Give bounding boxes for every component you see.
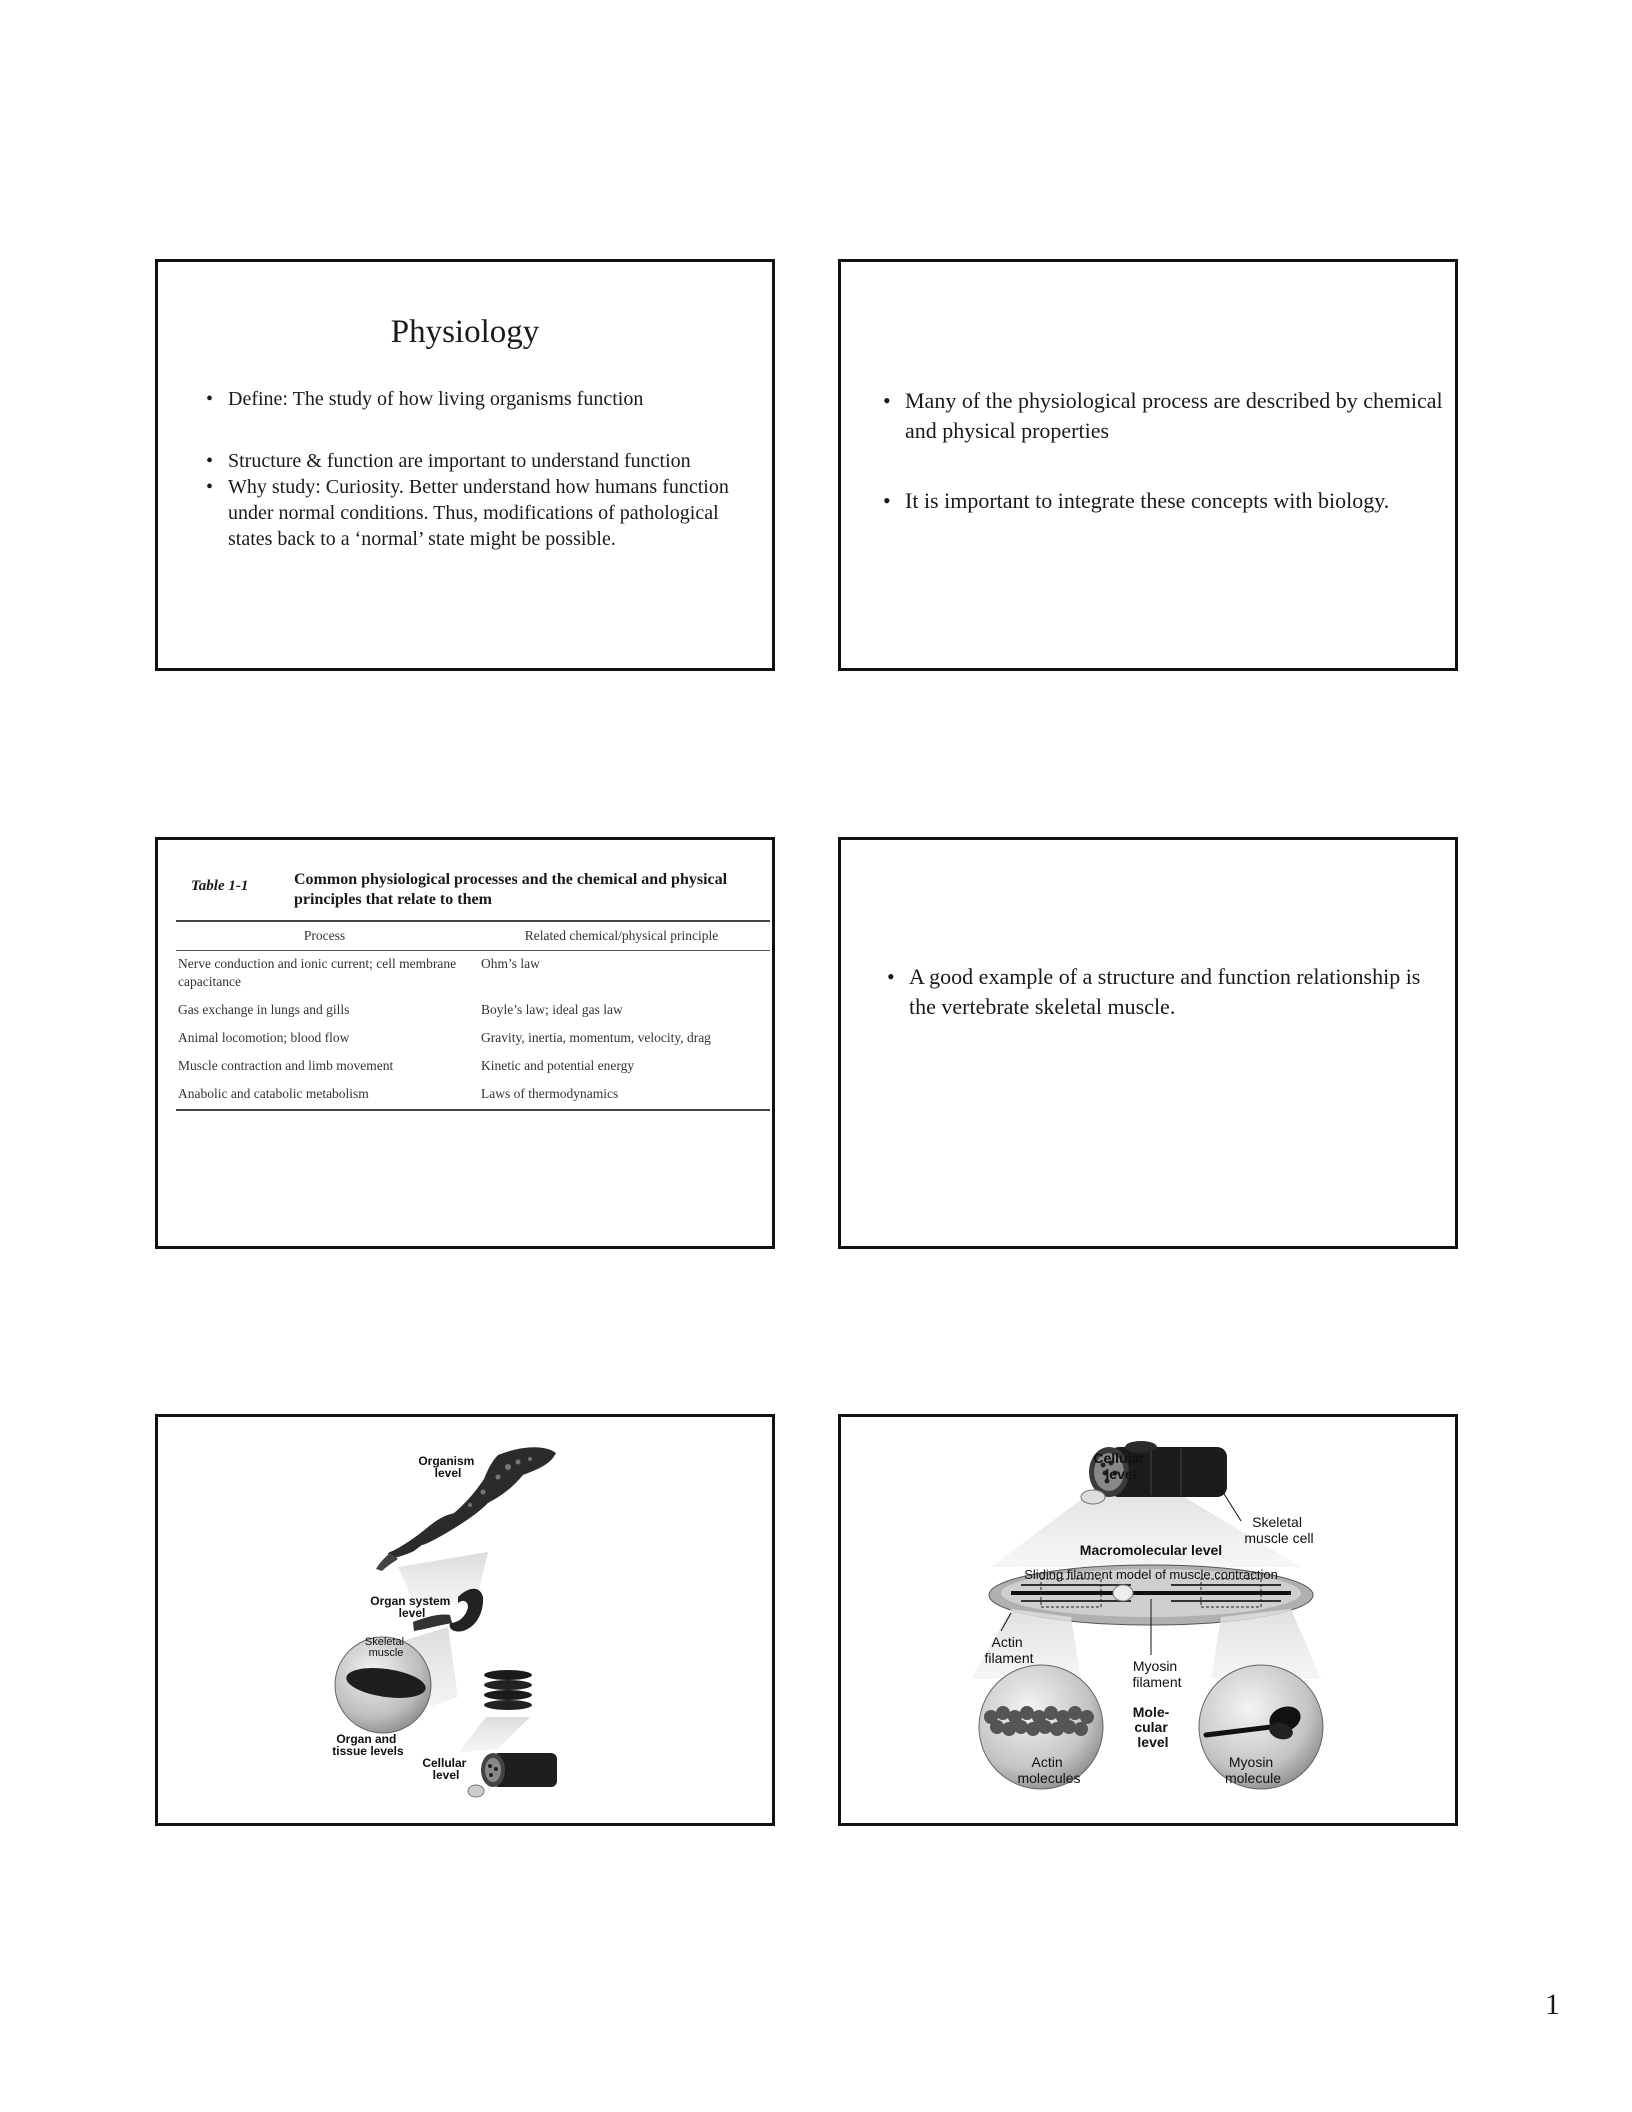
table-row bbox=[176, 997, 770, 1025]
table-row bbox=[176, 1081, 770, 1110]
myosin-molecule-label: Myosin molecule bbox=[1224, 1754, 1282, 1786]
column-header: Related chemical/physical principle bbox=[473, 921, 770, 951]
table-cell: Ohm’s law bbox=[481, 956, 540, 971]
table-cell: Boyle’s law; ideal gas law bbox=[481, 1002, 623, 1017]
slide-4 bbox=[838, 837, 1458, 1249]
table-row bbox=[176, 1025, 770, 1053]
table-cell: Nerve conduction and ionic current; cell membrane capacitance bbox=[178, 956, 457, 989]
bullet-list bbox=[883, 386, 1443, 556]
bullet-list bbox=[206, 386, 746, 552]
bullet-item: • Structure & function are important to understand function bbox=[206, 448, 746, 474]
muscle-cell-illustration bbox=[468, 1753, 557, 1797]
table-cell: Kinetic and potential energy bbox=[481, 1058, 635, 1073]
physiology-table bbox=[176, 920, 770, 1111]
table-cell: Muscle contraction and limb movement bbox=[178, 1058, 394, 1073]
skeletal-muscle-label: Skeletal muscle bbox=[364, 1636, 405, 1659]
slide-title: Physiology bbox=[390, 314, 540, 350]
slide-3 bbox=[155, 837, 775, 1249]
muscle-structure-figure bbox=[841, 1417, 1455, 1823]
organ-system-level-label: Organ system level bbox=[370, 1594, 451, 1620]
cellular-level-label: Cellular level bbox=[422, 1756, 467, 1782]
macromolecular-level-label: Macromolecular level bbox=[1079, 1542, 1223, 1558]
fiber-bundle-illustration bbox=[484, 1670, 532, 1710]
skeletal-muscle-cell-label: Skeletal muscle cell bbox=[1244, 1514, 1314, 1546]
bullet-item: • Define: The study of how living organisms function bbox=[206, 386, 746, 412]
bullet-item: • Why study: Curiosity. Better understand how humans function under normal conditions. Thus, modifications of pathological states back to a ‘normal’ state might be possible. bbox=[206, 474, 746, 552]
table-cell: Animal locomotion; blood flow bbox=[178, 1030, 350, 1045]
table-caption: Common physiological processes and the chemical and physical principles that relate to them bbox=[294, 871, 728, 908]
table-cell: Laws of thermodynamics bbox=[473, 1081, 770, 1110]
table-row bbox=[176, 1053, 770, 1081]
organ-tissue-levels-label: Organ and tissue levels bbox=[332, 1732, 404, 1758]
organism-levels-figure bbox=[158, 1417, 772, 1823]
myosin-filament-label: Myosin filament bbox=[1132, 1658, 1182, 1690]
table-row bbox=[176, 951, 770, 998]
bullet-item: • It is important to integrate these concepts with biology. bbox=[883, 486, 1443, 516]
column-header: Process bbox=[176, 921, 473, 951]
molecular-level-label: Mole- cular level bbox=[1132, 1704, 1170, 1750]
actin-molecules-label: Actin molecules bbox=[1017, 1754, 1081, 1786]
bullet-list bbox=[887, 962, 1447, 1022]
sliding-filament-label: Sliding filament model of muscle contraction bbox=[1024, 1567, 1278, 1582]
table-cell: Gravity, inertia, momentum, velocity, drag bbox=[481, 1030, 711, 1045]
slide-5 bbox=[155, 1414, 775, 1826]
page-number: 1 bbox=[1545, 1988, 1560, 2021]
slide-2 bbox=[838, 259, 1458, 671]
table-label: Table 1-1 bbox=[191, 878, 249, 894]
table-cell: Gas exchange in lungs and gills bbox=[178, 1002, 350, 1017]
organism-level-label: Organism level bbox=[418, 1454, 475, 1480]
bullet-item: • A good example of a structure and function relationship is the vertebrate skeletal muscle. bbox=[887, 962, 1447, 1022]
actin-filament-label: Actin filament bbox=[984, 1634, 1034, 1666]
cellular-level-label: Cellular level bbox=[1093, 1450, 1145, 1482]
bullet-item: • Many of the physiological process are described by chemical and physical properties bbox=[883, 386, 1443, 446]
slide-1 bbox=[155, 259, 775, 671]
table-cell: Anabolic and catabolic metabolism bbox=[176, 1081, 473, 1110]
slide-6 bbox=[838, 1414, 1458, 1826]
